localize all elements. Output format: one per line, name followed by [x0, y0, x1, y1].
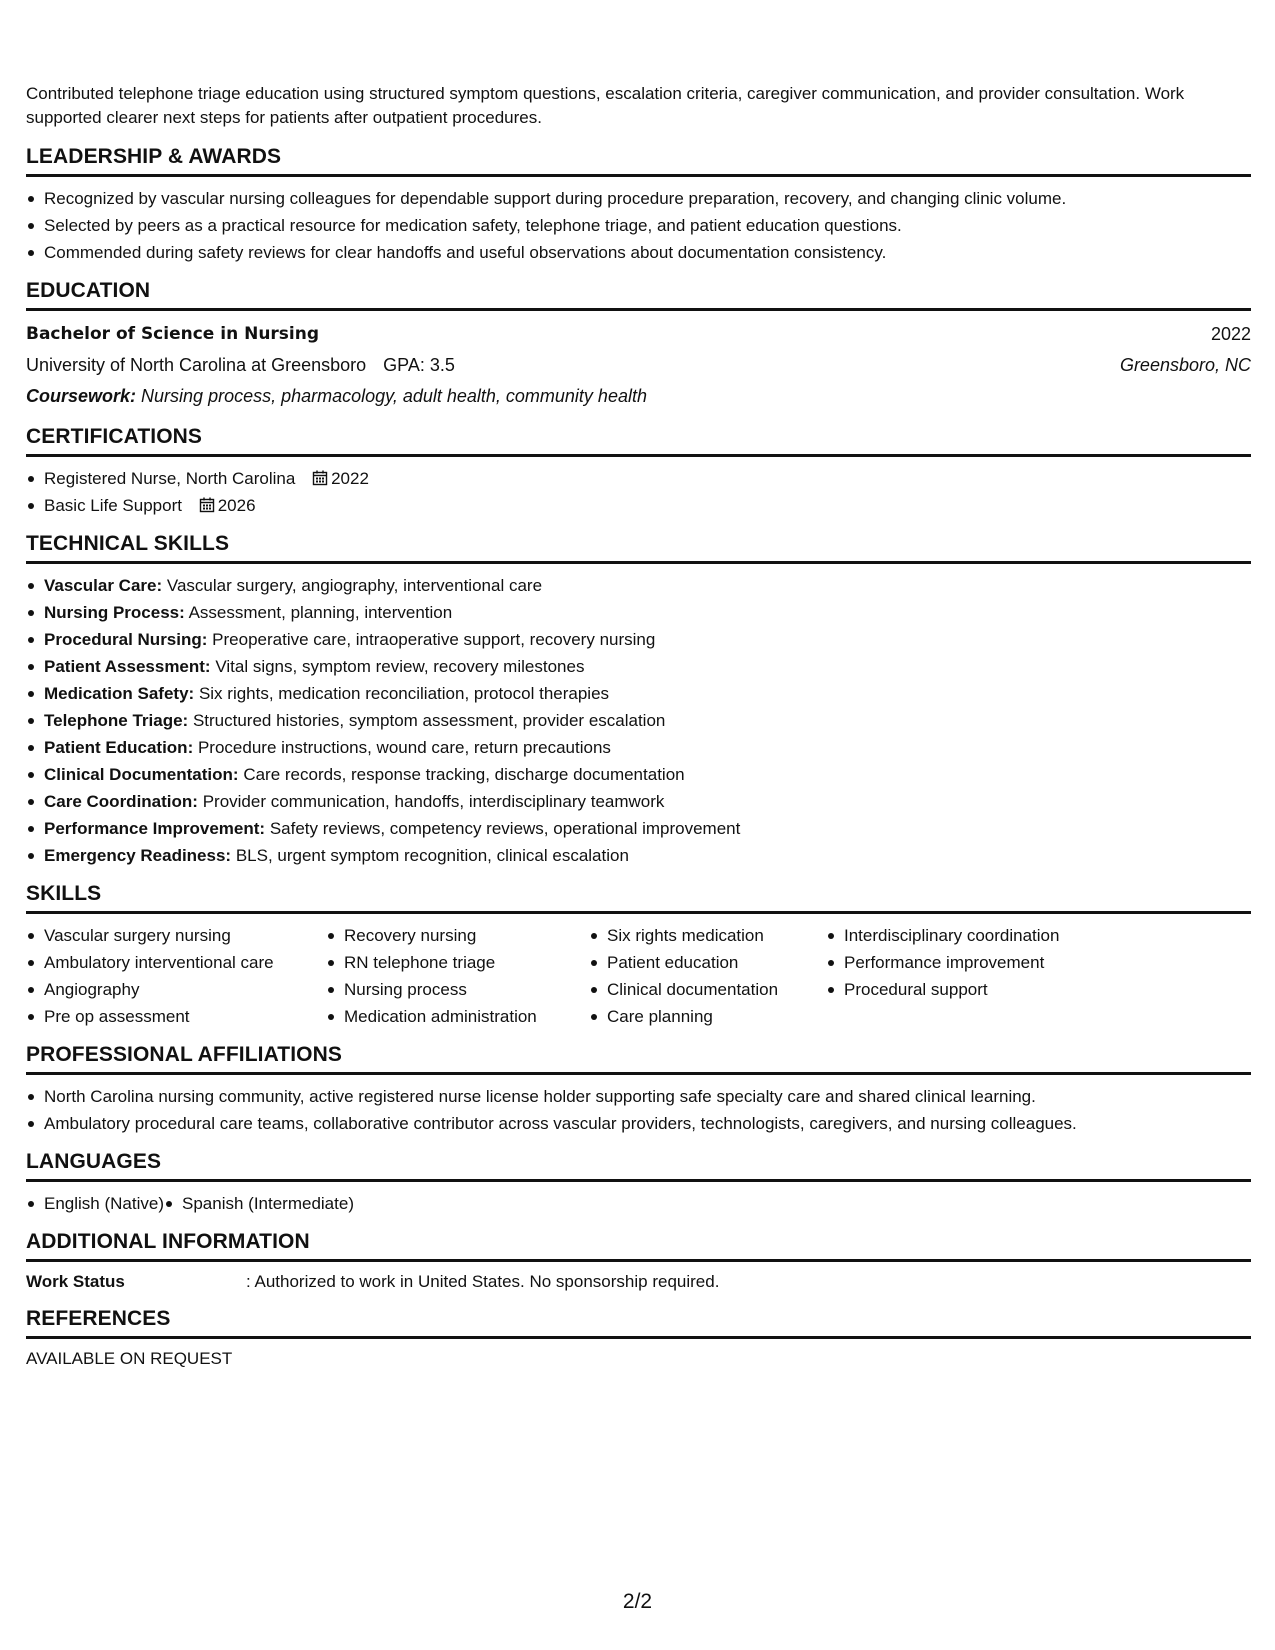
list-item: Vascular surgery nursing	[26, 922, 326, 949]
languages-heading: LANGUAGES	[26, 1149, 1251, 1182]
certification-name: Basic Life Support	[44, 496, 182, 515]
list-item	[26, 707, 1251, 734]
list-item: Care planning	[589, 1003, 826, 1030]
list-item: English (Native)	[26, 1190, 164, 1217]
skill-text: Vital signs, symptom review, recovery milestones	[215, 657, 585, 676]
list-item	[26, 572, 1251, 599]
skill-label: Medication Safety:	[44, 684, 195, 703]
list-item	[26, 599, 1251, 626]
list-item: Selected by peers as a practical resource for medication safety, telephone triage, and patient education questions.	[26, 212, 1251, 239]
technical-skills-section	[26, 531, 1251, 869]
languages-list	[26, 1190, 1251, 1217]
skill-label: Vascular Care:	[44, 576, 163, 595]
list-item	[26, 815, 1251, 842]
additional-info-section	[26, 1229, 1251, 1294]
skill-text: Care records, response tracking, discharge documentation	[243, 765, 685, 784]
list-item: North Carolina nursing community, active registered nurse license holder supporting safe specialty care and shared clinical learning.	[26, 1083, 1251, 1110]
skill-text: Preoperative care, intraoperative support, recovery nursing	[212, 630, 656, 649]
skill-label: Procedural Nursing:	[44, 630, 208, 649]
references-heading: REFERENCES	[26, 1306, 1251, 1339]
list-item	[26, 465, 1251, 492]
references-text: AVAILABLE ON REQUEST	[26, 1349, 233, 1368]
school-name: University of North Carolina at Greensboro	[26, 355, 367, 375]
education-school-row	[26, 350, 1251, 381]
skill-text: Structured histories, symptom assessment, provider escalation	[192, 711, 666, 730]
skill-text: Assessment, planning, intervention	[188, 603, 453, 622]
experience-summary-paragraph: Contributed telephone triage education using structured symptom questions, escalation criteria, caregiver communication, and provider consultation. Work supported clearer next steps for patients after outpatient procedures.	[26, 84, 1185, 127]
list-item: Recognized by vascular nursing colleagues for dependable support during procedure preparation, recovery, and changing clinic volume.	[26, 185, 1251, 212]
languages-section	[26, 1149, 1251, 1217]
references-section	[26, 1306, 1251, 1371]
skill-label: Clinical Documentation:	[44, 765, 239, 784]
skill-label: Patient Education:	[44, 738, 194, 757]
certification-year: 2026	[217, 496, 256, 515]
affiliations-heading: PROFESSIONAL AFFILIATIONS	[26, 1042, 1251, 1075]
list-item: Performance improvement	[826, 949, 1126, 976]
skills-section	[26, 881, 1251, 1030]
certifications-heading: CERTIFICATIONS	[26, 424, 1251, 457]
list-item: Recovery nursing	[326, 922, 589, 949]
education-section	[26, 278, 1251, 412]
list-item	[26, 626, 1251, 653]
work-status-value: : Authorized to work in United States. No sponsorship required.	[246, 1272, 720, 1291]
additional-info-heading: ADDITIONAL INFORMATION	[26, 1229, 1251, 1262]
skill-text: Provider communication, handoffs, interdisciplinary teamwork	[202, 792, 665, 811]
list-item: Medication administration	[326, 1003, 589, 1030]
list-item: Interdisciplinary coordination	[826, 922, 1126, 949]
list-item: RN telephone triage	[326, 949, 589, 976]
certification-year: 2022	[331, 469, 369, 488]
list-item: Angiography	[26, 976, 326, 1003]
list-item	[26, 492, 1251, 519]
list-item	[26, 653, 1251, 680]
technical-skills-list	[26, 572, 1251, 869]
list-item: Nursing process	[326, 976, 589, 1003]
skills-column	[326, 922, 589, 1030]
coursework-label: Coursework:	[26, 386, 137, 406]
skill-label: Care Coordination:	[44, 792, 198, 811]
list-item: Six rights medication	[589, 922, 826, 949]
skills-column	[26, 922, 326, 1030]
skills-column	[589, 922, 826, 1030]
list-item	[26, 734, 1251, 761]
work-status-label: Work Status	[26, 1272, 125, 1291]
affiliations-section	[26, 1042, 1251, 1137]
education-degree-row	[26, 319, 1251, 350]
skill-label: Nursing Process:	[44, 603, 185, 622]
list-item	[26, 842, 1251, 869]
list-item	[26, 788, 1251, 815]
education-heading: EDUCATION	[26, 278, 1251, 311]
skill-label: Telephone Triage:	[44, 711, 189, 730]
certifications-list	[26, 465, 1251, 519]
certifications-section	[26, 424, 1251, 519]
leadership-list	[26, 185, 1251, 266]
school-location: Greensboro, NC	[1119, 355, 1251, 375]
list-item	[26, 761, 1251, 788]
skill-label: Emergency Readiness:	[44, 846, 232, 865]
list-item: Commended during safety reviews for clear handoffs and useful observations about documentation consistency.	[26, 239, 1251, 266]
skill-text: Procedure instructions, wound care, return precautions	[197, 738, 611, 757]
list-item: Clinical documentation	[589, 976, 826, 1003]
leadership-heading: LEADERSHIP & AWARDS	[26, 144, 1251, 177]
skill-text: Vascular surgery, angiography, interventional care	[166, 576, 543, 595]
skills-columns	[26, 922, 1251, 1030]
calendar-icon	[312, 470, 328, 486]
skill-label: Performance Improvement:	[44, 819, 266, 838]
skills-column	[826, 922, 1126, 1030]
list-item	[26, 680, 1251, 707]
calendar-icon	[199, 497, 215, 513]
affiliations-list	[26, 1083, 1251, 1137]
list-item: Spanish (Intermediate)	[164, 1190, 354, 1217]
skills-heading: SKILLS	[26, 881, 1251, 914]
list-item: Patient education	[589, 949, 826, 976]
certification-name: Registered Nurse, North Carolina	[44, 469, 296, 488]
gpa: GPA: 3.5	[383, 355, 455, 375]
skill-text: Six rights, medication reconciliation, protocol therapies	[198, 684, 610, 703]
coursework-row	[26, 381, 1251, 412]
list-item: Procedural support	[826, 976, 1126, 1003]
skill-text: Safety reviews, competency reviews, operational improvement	[269, 819, 741, 838]
leadership-section	[26, 144, 1251, 266]
list-item: Pre op assessment	[26, 1003, 326, 1030]
list-item: Ambulatory procedural care teams, collaborative contributor across vascular providers, technologists, caregivers, and nursing colleagues.	[26, 1110, 1251, 1137]
degree-name: Bachelor of Science in Nursing	[26, 324, 320, 344]
page-number: 2/2	[622, 1590, 653, 1613]
skill-label: Patient Assessment:	[44, 657, 211, 676]
coursework-text: Nursing process, pharmacology, adult health, community health	[141, 386, 647, 406]
graduation-year: 2022	[1210, 324, 1251, 344]
list-item: Ambulatory interventional care	[26, 949, 326, 976]
resume-page	[26, 82, 1251, 1383]
technical-skills-heading: TECHNICAL SKILLS	[26, 531, 1251, 564]
work-status-row	[26, 1270, 1251, 1294]
skill-text: BLS, urgent symptom recognition, clinical escalation	[235, 846, 629, 865]
